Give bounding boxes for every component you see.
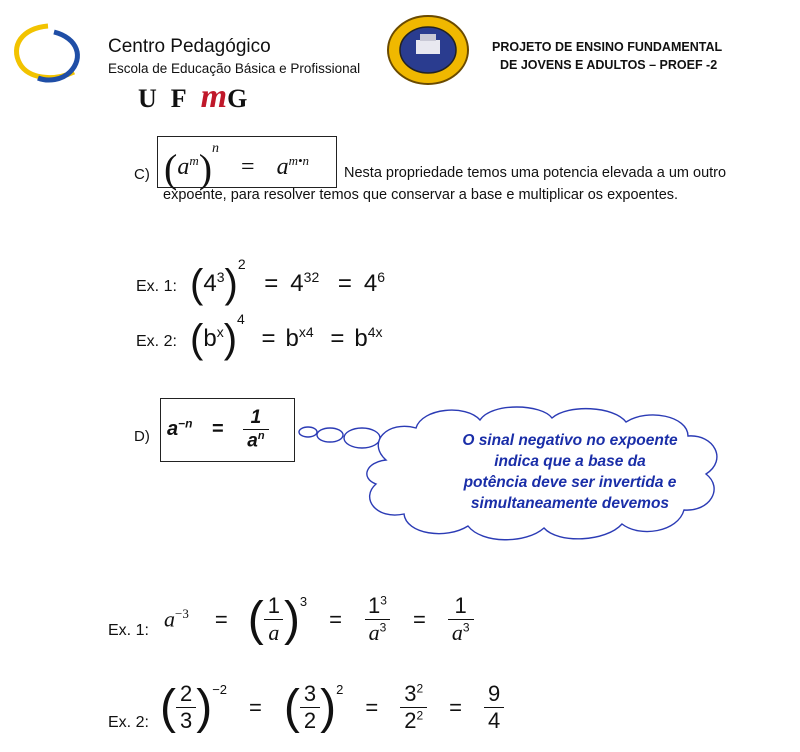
section-d-formula-box xyxy=(160,398,295,462)
section-c-formula: $(a^m)^n = a^{m•n}$ xyxy=(164,141,310,191)
header-title: Centro Pedagógico xyxy=(108,36,271,57)
section-d-ex1-label: Ex. 1: xyxy=(108,622,149,639)
project-line-1: PROJETO DE ENSINO FUNDAMENTAL xyxy=(492,40,723,54)
header-subtitle: Escola de Educação Básica e Profissional xyxy=(108,61,361,76)
section-c-ex2-label: Ex. 2: xyxy=(136,333,177,350)
section-c-description: Nesta propriedade temos uma potencia elevada a um outro expoente, para resolver temos que conservar a base e multiplicar os expoentes. xyxy=(163,165,727,203)
cloud-line-3: potência deve ser invertida e xyxy=(463,474,677,491)
section-d-ex1: $a^{-3}$ = ( $\frac{1}{a}$ ) $^3$ = $\frac{1^3}{a^3}$ = $\frac{1}{a^3}$ xyxy=(164,592,474,647)
section-d-label: D) xyxy=(134,428,150,445)
project-line-2: DE JOVENS E ADULTOS – PROEF -2 xyxy=(500,58,718,72)
section-c-ex2: $(b^x)^4 = b^{x4} = b^{4x}$ xyxy=(190,311,383,362)
cloud-line-4: simultaneamente devemos xyxy=(470,495,670,512)
ex1-base: $a^{-3}$ xyxy=(164,606,189,632)
cloud-line-2: indica que a base da xyxy=(494,453,646,470)
centro-pedagogico-logo xyxy=(8,20,88,90)
ufmg-seal xyxy=(386,14,470,86)
section-d-ex2-label: Ex. 2: xyxy=(108,714,149,731)
section-c-label: C) xyxy=(134,166,150,183)
section-d-ex2: ( $\frac{2}{3}$ ) $^{-2}$ = ( $\frac{3}{2}$ ) $^2$ = $\frac{3^2}{2^2}$ = $\frac{9}{4}$ xyxy=(160,680,504,735)
thought-cloud-text xyxy=(430,430,710,516)
section-c-ex1: $(4^3)^2 = 4^{32} = 4^6$ xyxy=(190,256,386,307)
project-title xyxy=(492,38,722,74)
ufmg-wordmark: UFmG xyxy=(138,78,262,115)
section-c-ex1-label: Ex. 1: xyxy=(136,278,177,295)
cloud-line-1: O sinal negativo no expoente xyxy=(462,432,678,449)
section-d-formula: $a^{-n}$ = $\frac{1}{a^n}$ xyxy=(167,407,269,452)
